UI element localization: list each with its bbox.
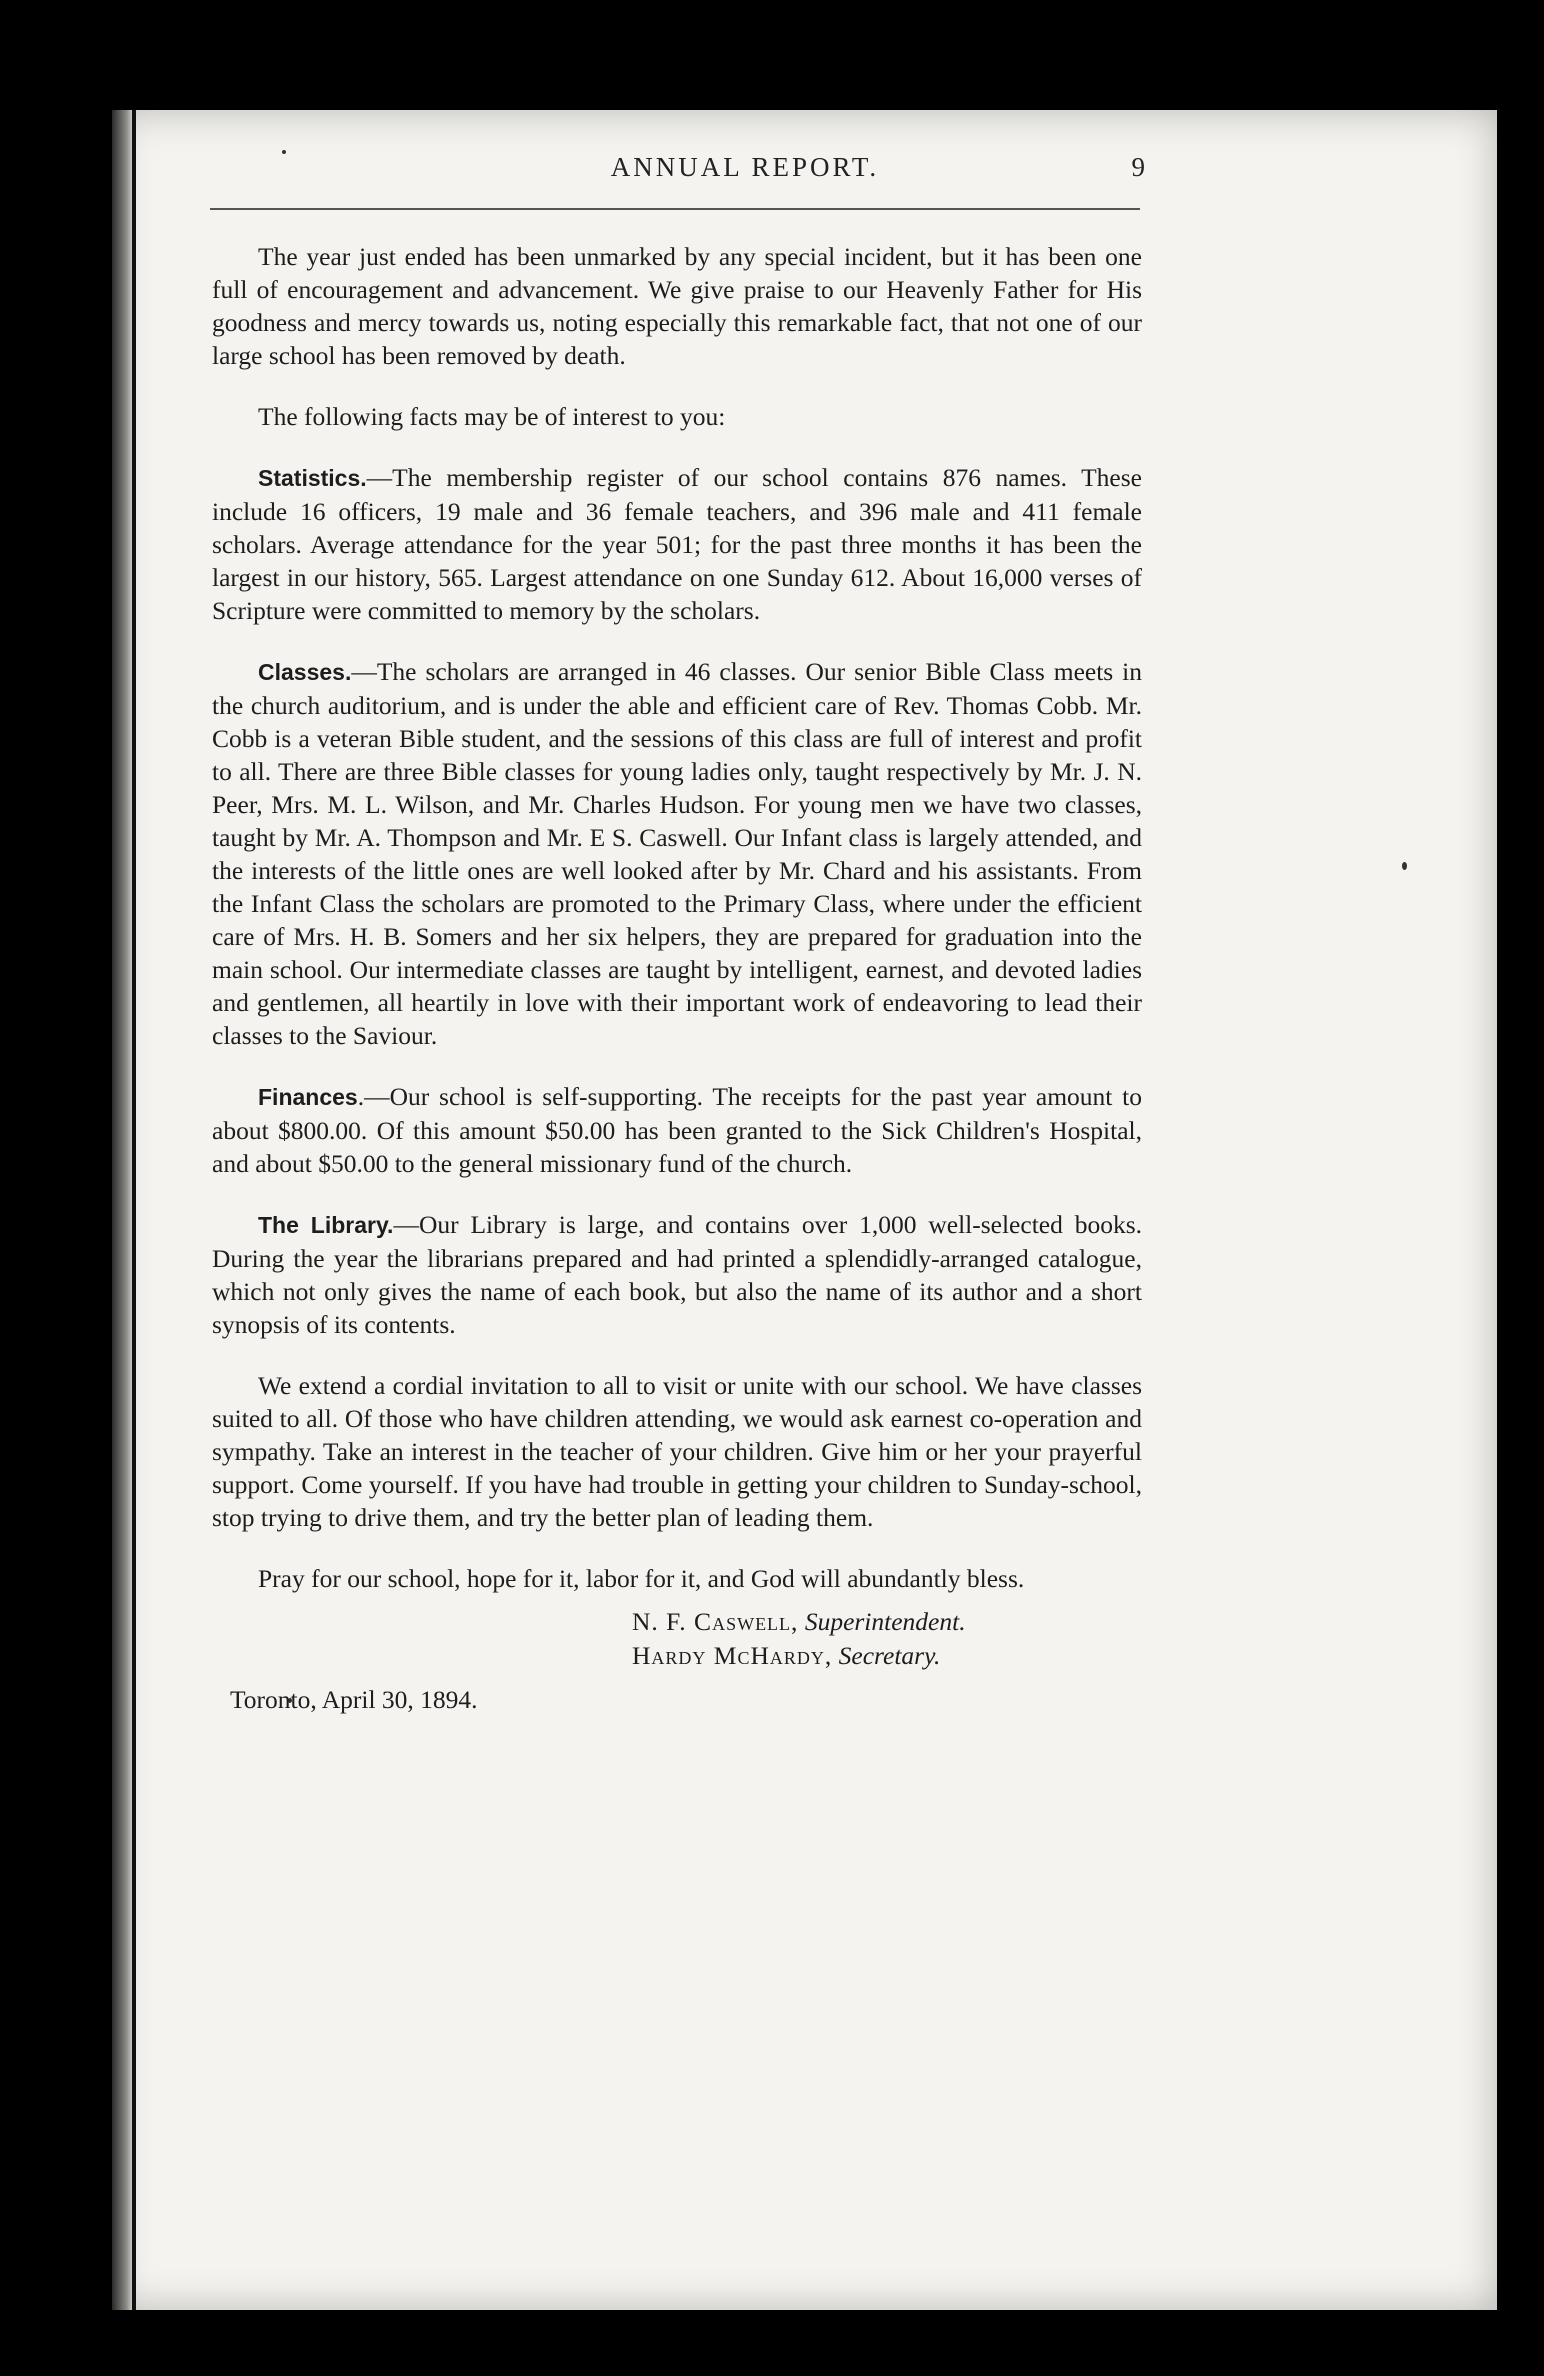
running-head — [200, 152, 1160, 192]
statistics-heading: Statistics. — [258, 465, 367, 491]
following-paragraph: The following facts may be of interest to you: — [258, 402, 726, 431]
finances-heading: Finances — [258, 1084, 358, 1110]
library-paragraph — [212, 1208, 1142, 1341]
header-rule — [210, 208, 1140, 210]
secretary-name: Hardy McHardy, — [632, 1641, 833, 1670]
library-text: —Our Library is large, and contains over 1,000 well-selected books. During the year the librarians prepared and had printed a splendidly-arranged catalogue, which not only gives the name of each book, but also the name of its author and a short synopsis of its contents. — [212, 1210, 1143, 1339]
classes-text: —The scholars are arranged in 46 classes. Our senior Bible Class meets in the church auditorium, and is under the able and efficient care of Rev. Thomas Cobb. Mr. Cobb is a veteran Bible student, and the sessions of this class are full of interest and profit to all. There are three Bible classes for young ladies only, taught respectively by Mr. J. N. Peer, Mrs. M. L. Wilson, and Mr. Charles Hudson. For young men we have two classes, taught by Mr. A. Thompson and Mr. E S. Caswell. Our Infant class is largely attended, and the interests of the little ones are well looked after by Mr. Chard and his assistants. From the Infant Class the scholars are promoted to the Primary Class, where under the efficient care of Mrs. H. B. Somers and her six helpers, they are prepared for graduation into the main school. Our intermediate classes are taught by intelligent, earnest, and devoted ladies and gentlemen, all heartily in love with their important work of endeavoring to lead their classes to the Saviour. — [212, 657, 1142, 1050]
superintendent-name: N. F. Caswell, — [632, 1607, 799, 1636]
finances-text: .—Our school is self-supporting. The receipts for the past year amount to about $800.00. Of this amount $50.00 has been granted to the Sick Children's Hospital, and about $50.00 to the general missionary fund of the church. — [212, 1082, 1142, 1178]
page-title: ANNUAL REPORT. — [610, 152, 880, 182]
intro-paragraph: The year just ended has been unmarked by any special incident, but it has been one full of encouragement and advancement. We give praise to our Heavenly Father for His goodness and mercy towards us, noting especially this remarkable fact, that not one of our large school has been removed by death. — [212, 242, 1142, 370]
statistics-paragraph — [212, 461, 1142, 627]
finances-paragraph — [212, 1080, 1142, 1180]
report-body — [212, 240, 1142, 1725]
binding-edge — [132, 110, 136, 2310]
page-number: 9 — [1131, 152, 1145, 182]
classes-heading: Classes. — [258, 659, 352, 685]
superintendent-role: Superintendent. — [804, 1607, 966, 1636]
prayer-paragraph: Pray for our school, hope for it, labor for it, and God will abundantly bless. — [258, 1564, 1025, 1593]
secretary-signature — [632, 1639, 940, 1672]
statistics-text: —The membership register of our school contains 876 names. These include 16 officers, 19 male and 36 female teachers, and 396 male and 411 female scholars. Average attendance for the year 501; for the past three months it has been the largest in our history, 565. Largest attendance on one Sunday 612. About 16,000 verses of Scripture were committed to memory by the scholars. — [212, 463, 1142, 625]
signature-block — [212, 1605, 1142, 1725]
superintendent-signature — [632, 1605, 966, 1638]
library-heading: The Library. — [258, 1212, 394, 1238]
classes-paragraph — [212, 655, 1142, 1052]
ink-speck — [1402, 862, 1407, 870]
dateline: Toronto, April 30, 1894. — [230, 1685, 478, 1714]
secretary-role: Secretary. — [838, 1641, 941, 1670]
invitation-paragraph: We extend a cordial invitation to all to visit or unite with our school. We have classes suited to all. Of those who have children attending, we would ask earnest co-operation and sympathy. Take an interest in the teacher of your children. Give him or her your prayerful support. Come yourself. If you have had trouble in getting your children to Sunday-school, stop trying to drive them, and try the better plan of leading them. — [212, 1371, 1142, 1532]
